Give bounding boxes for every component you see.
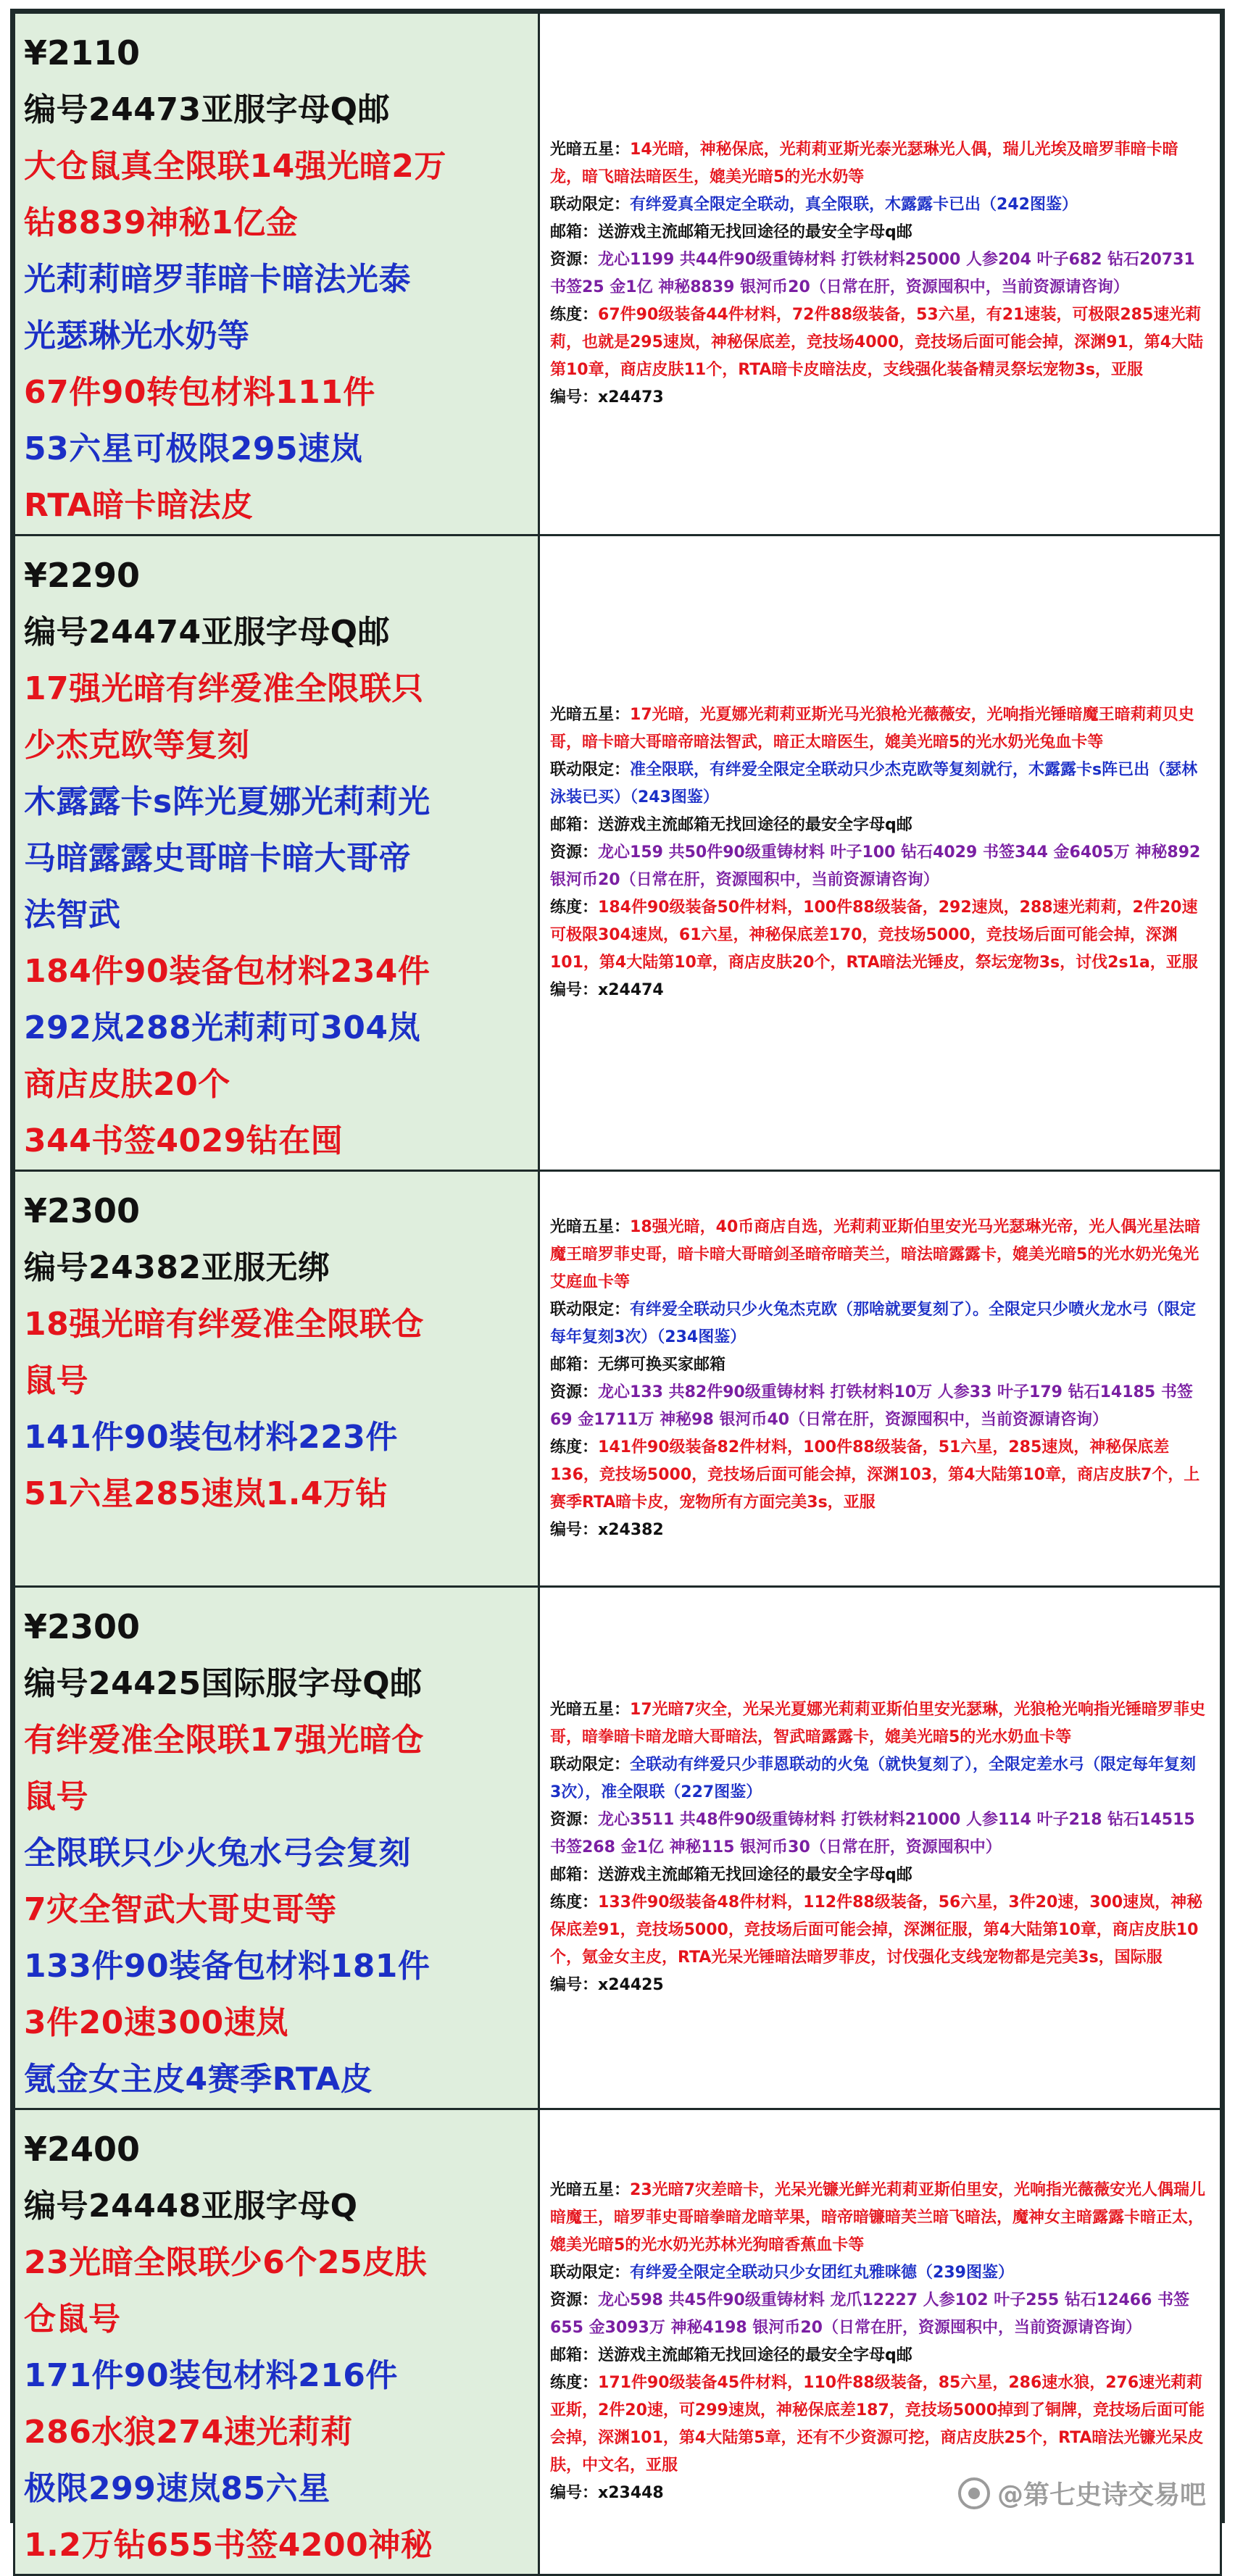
detail-row [550,2177,1207,2259]
detail-text: 龙心159 共50件90级重铸材料 叶子100 钻石4029 书签344 金6405万 神秘892 银河币20（日常在肝，资源囤积中，当前资源请咨询） [550,843,1201,889]
summary-line: 133件90装备包材料181件 [24,1948,431,1985]
detail-label: 练度： [550,306,599,324]
detail-text: x24425 [598,1976,664,1994]
summary-line: 法智武 [24,896,121,933]
detail-row [550,1351,1207,1379]
detail-row [550,701,1207,756]
watermark-text: @第七史诗交易吧 [997,2480,1206,2510]
detail-label: 编号： [550,981,599,999]
detail-text: 有绊爱全限定全联动只少女团红丸雅咪德（239图鉴） [630,2264,1014,2282]
summary-line: 鼠号 [24,1362,88,1399]
detail-label: 练度： [550,2374,599,2392]
listings-table [13,12,1222,2576]
listings-sheet [10,9,1225,2564]
detail-label: 练度： [550,1438,599,1456]
detail-text: 17光暗，光夏娜光莉莉亚斯光马光狼枪光薇薇安，光响指光锤暗魔王暗莉莉贝史哥，暗卡暗大哥暗帝暗法智武，暗正太暗医生，媲美光暗5的光水奶光兔血卡等 [550,706,1194,751]
summary-line: 光莉莉暗罗菲暗卡暗法光泰 [24,261,411,298]
summary-line: 17强光暗有绊爱准全限联只 [24,670,424,707]
listing-detail-cell [539,535,1221,1171]
detail-row [550,1296,1207,1351]
detail-row [550,812,1207,839]
detail-text: 有绊爱真全限定全联动，真全限联，木露露卡已出（242图鉴） [630,196,1078,214]
detail-row [550,2259,1207,2287]
summary-line: 仓鼠号 [24,2301,121,2338]
summary-line: 少杰克欧等复刻 [24,727,250,764]
detail-row [550,1751,1207,1806]
listing-summary [24,1656,532,2108]
watermark [958,2475,1206,2512]
summary-line: RTA暗卡暗法皮 [24,487,254,524]
detail-row [550,2342,1207,2369]
detail-text: 有绊爱全联动只少火兔杰克欧（那啥就要复刻了）。全限定只少喷火龙水弓（限定每年复刻3次）（234图鉴） [550,1300,1197,1346]
listing-details [550,1214,1207,1544]
detail-text: x24382 [598,1520,664,1539]
detail-text: 184件90级装备50件材料，100件88级装备，292速岚，288速光莉莉，2件20速可极限304速岚，61六星，神秘保底差170，竞技场5000，竞技场后面可能会掉，深渊101，第4大陆第10章，商店皮肤20个，RTA暗法光锤皮，祭坛宠物3s，讨伐2s1a，亚服 [550,899,1198,972]
detail-row [550,1889,1207,1972]
detail-label: 资源： [550,251,599,269]
detail-row [550,301,1207,384]
detail-text: 龙心1199 共44件90级重铸材料 打铁材料25000 人参204 叶子682 钻石20731 书签25 金1亿 神秘8839 银河币20（日常在肝，资源囤积中，当前资源请咨询） [550,251,1195,296]
detail-row [550,1214,1207,1296]
detail-label: 练度： [550,1893,599,1912]
summary-line: 3件20速300速岚 [24,2004,288,2041]
detail-text: 141件90级装备82件材料，100件88级装备，51六星，285速岚，神秘保底差136，竞技场5000，竞技场后面可能会掉，深渊103，第4大陆第10章，商店皮肤7个，上赛季RTA暗卡皮，宠物所有方面完美3s，亚服 [550,1438,1200,1512]
detail-text: 133件90级装备48件材料，112件88级装备，56六星，3件20速，300速岚，神秘保底差91，竞技场5000，竞技场后面可能会掉，深渊征服，第4大陆第10章，商店皮肤10个，氪金女主皮，RTA光呆光锤暗法暗罗菲皮，讨伐强化支线宠物都是完美3s，国际服 [550,1893,1203,1967]
detail-text: 18强光暗，40币商店自选，光莉莉亚斯伯里安光马光瑟琳光帝，光人偶光星法暗魔王暗罗菲史哥，暗卡暗大哥暗剑圣暗帝暗芙兰，暗法暗露露卡，媲美光暗5的光水奶光兔光艾庭血卡等 [550,1217,1201,1291]
detail-label: 资源： [550,843,599,862]
summary-line: 141件90装包材料223件 [24,1419,398,1456]
listing-row [14,1171,1221,1587]
listing-summary [24,2178,532,2574]
detail-label: 编号： [550,388,599,407]
detail-row [550,384,1207,412]
detail-row [550,1806,1207,1862]
detail-label: 联动限定： [550,196,631,214]
detail-label: 邮箱： [550,816,599,834]
summary-line: 全限联只少火兔水弓会复刻 [24,1835,411,1872]
summary-line: 大仓鼠真全限联14强光暗2万 [24,148,446,185]
summary-line: 编号24425国际服字母Q邮 [24,1665,423,1702]
detail-text: 全联动有绊爱只少菲恩联动的火兔（就快复刻了），全限定差水弓（限定每年复刻3次），准全限联（227图鉴） [550,1756,1197,1801]
listing-summary [24,1240,532,1522]
listing-summary-cell [14,2109,539,2575]
listing-details [550,1696,1207,1999]
detail-text: x24474 [598,981,664,999]
detail-label: 邮箱： [550,223,599,241]
summary-line: 51六星285速岚1.4万钻 [24,1475,388,1512]
listing-summary [24,82,532,534]
summary-line: 钻8839神秘1亿金 [24,204,299,241]
summary-line: 光瑟琳光水奶等 [24,317,250,354]
listing-details [550,2177,1207,2507]
listing-details [550,701,1207,1004]
detail-text: 23光暗7灾差暗卡，光呆光镰光鲜光莉莉亚斯伯里安，光响指光薇薇安光人偶瑞儿暗魔王，暗罗菲史哥暗拳暗龙暗苹果，暗帝暗镰暗芙兰暗飞暗法，魔神女主暗露露卡暗正太，媲美光暗5的光水奶光苏林光狗暗香蕉血卡等 [550,2181,1205,2254]
detail-label: 邮箱： [550,1355,599,1374]
listing-detail-cell [539,13,1221,535]
summary-line: 171件90装包材料216件 [24,2357,398,2394]
detail-text: 171件90级装备45件材料，110件88级装备，85六星，286速水狼，276速光莉莉亚斯，2件20速，可299速岚，神秘保底差187，竞技场5000掉到了铜牌，竞技场后面可能会掉，深渊101，第4大陆第5章，还有不少资源可挖，商店皮肤25个，RTA暗法光镰光呆皮肤，中文名，亚服 [550,2374,1205,2475]
listing-summary-cell [14,1171,539,1587]
summary-line: 286水狼274速光莉莉 [24,2414,353,2451]
summary-line: 67件90转包材料111件 [24,374,375,411]
summary-line: 编号24473亚服字母Q邮 [24,91,390,128]
detail-text: 准全限联，有绊爱全限定全联动只少杰克欧等复刻就行，木露露卡s阵已出（瑟林泳装已买）（243图鉴） [550,761,1198,806]
listing-summary-cell [14,13,539,535]
detail-row [550,1696,1207,1751]
detail-label: 编号： [550,1976,599,1994]
detail-row [550,1379,1207,1434]
listing-summary-cell [14,1587,539,2109]
detail-row [550,191,1207,219]
detail-label: 邮箱： [550,2346,599,2364]
detail-label: 联动限定： [550,1300,631,1319]
detail-row [550,2287,1207,2342]
detail-label: 光暗五星： [550,141,631,159]
listing-row [14,13,1221,535]
summary-line: 292岚288光莉莉可304岚 [24,1009,421,1046]
summary-line: 编号24474亚服字母Q邮 [24,614,390,651]
detail-text: 送游戏主流邮箱无找回途径的最安全字母q邮 [598,223,912,241]
listing-detail-cell [539,1587,1221,2109]
summary-line: 鼠号 [24,1778,88,1815]
detail-label: 资源： [550,1383,599,1401]
detail-label: 光暗五星： [550,1217,631,1236]
detail-text: x24473 [598,388,664,407]
detail-text: 67件90级装备44件材料，72件88级装备，53六星，有21速装，可极限285速光莉莉，也就是295速岚，神秘保底差，竞技场4000，竞技场后面可能会掉，深渊91，第4大陆第10章，商店皮肤11个，RTA暗卡皮暗法皮，支线强化装备精灵祭坛宠物3s，亚服 [550,306,1204,379]
detail-text: 无绑可换买家邮箱 [598,1355,726,1374]
detail-row [550,2369,1207,2480]
detail-label: 光暗五星： [550,706,631,724]
listing-price: ¥2290 [24,556,141,595]
detail-row [550,894,1207,977]
listing-summary-cell [14,535,539,1171]
summary-line: 1.2万钻655书签4200神秘 [24,2527,433,2564]
detail-row [550,1517,1207,1544]
listing-price: ¥2110 [24,33,141,72]
detail-row [550,1434,1207,1517]
detail-text: 送游戏主流邮箱无找回途径的最安全字母q邮 [598,1866,912,1884]
detail-row [550,136,1207,191]
summary-line: 18强光暗有绊爱准全限联仓 [24,1306,424,1343]
summary-line: 商店皮肤20个 [24,1066,230,1103]
detail-text: 送游戏主流邮箱无找回途径的最安全字母q邮 [598,816,912,834]
detail-label: 邮箱： [550,1866,599,1884]
listing-detail-cell [539,1171,1221,1587]
detail-text: 龙心3511 共48件90级重铸材料 打铁材料21000 人参114 叶子218 钻石14515 书签268 金1亿 神秘115 银河币30（日常在肝，资源囤积中） [550,1811,1195,1856]
listing-summary [24,604,532,1170]
summary-line: 23光暗全限联少6个25皮肤 [24,2244,428,2281]
detail-text: 龙心133 共82件90级重铸材料 打铁材料10万 人参33 叶子179 钻石14185 书签69 金1711万 神秘98 银河币40（日常在肝，资源囤积中，当前资源请咨询） [550,1383,1193,1429]
detail-text: 送游戏主流邮箱无找回途径的最安全字母q邮 [598,2346,912,2364]
summary-line: 编号24448亚服字母Q [24,2188,358,2225]
listing-row [14,1587,1221,2109]
detail-row [550,1862,1207,1889]
summary-line: 344书签4029钻在囤 [24,1122,344,1159]
detail-text: 14光暗，神秘保底，光莉莉亚斯光泰光瑟琳光人偶，瑞儿光埃及暗罗菲暗卡暗龙，暗飞暗法暗医生，媲美光暗5的光水奶等 [550,141,1178,186]
summary-line: 有绊爱准全限联17强光暗仓 [24,1722,424,1759]
detail-label: 资源： [550,2291,599,2309]
summary-line: 7灾全智武大哥史哥等 [24,1891,337,1928]
detail-text: 17光暗7灾全，光呆光夏娜光莉莉亚斯伯里安光瑟琳，光狼枪光响指光锤暗罗菲史哥，暗拳暗卡暗龙暗大哥暗法，智武暗露露卡，媲美光暗5的光水奶血卡等 [550,1701,1205,1746]
summary-line: 编号24382亚服无绑 [24,1249,330,1286]
listing-price: ¥2300 [24,1607,141,1646]
detail-text: 龙心598 共45件90级重铸材料 龙爪12227 人参102 叶子255 钻石12466 书签655 金3093万 神秘4198 银河币20（日常在肝，资源囤积中，当前资源请咨询） [550,2291,1190,2337]
detail-text: x23448 [598,2484,664,2502]
detail-label: 联动限定： [550,1756,631,1774]
listing-price: ¥2300 [24,1191,141,1230]
detail-label: 光暗五星： [550,1701,631,1719]
forum-logo-icon [958,2477,990,2509]
summary-line: 马暗露露史哥暗卡暗大哥帝 [24,840,411,877]
summary-line: 木露露卡s阵光夏娜光莉莉光 [24,783,431,820]
detail-row [550,756,1207,812]
listing-row [14,535,1221,1171]
summary-line: 53六星可极限295速岚 [24,430,363,467]
listing-details [550,136,1207,412]
listing-price: ¥2400 [24,2130,141,2169]
detail-row [550,246,1207,301]
detail-label: 练度： [550,899,599,917]
summary-line: 极限299速岚85六星 [24,2470,330,2507]
detail-row [550,1972,1207,1999]
detail-label: 联动限定： [550,761,631,779]
detail-label: 编号： [550,1520,599,1539]
detail-row [550,219,1207,246]
detail-label: 联动限定： [550,2264,631,2282]
detail-label: 光暗五星： [550,2181,631,2199]
summary-line: 氪金女主皮4赛季RTA皮 [24,2061,373,2098]
detail-row [550,839,1207,894]
summary-line: 184件90装备包材料234件 [24,953,431,990]
detail-label: 资源： [550,1811,599,1829]
detail-row [550,977,1207,1004]
detail-label: 编号： [550,2484,599,2502]
